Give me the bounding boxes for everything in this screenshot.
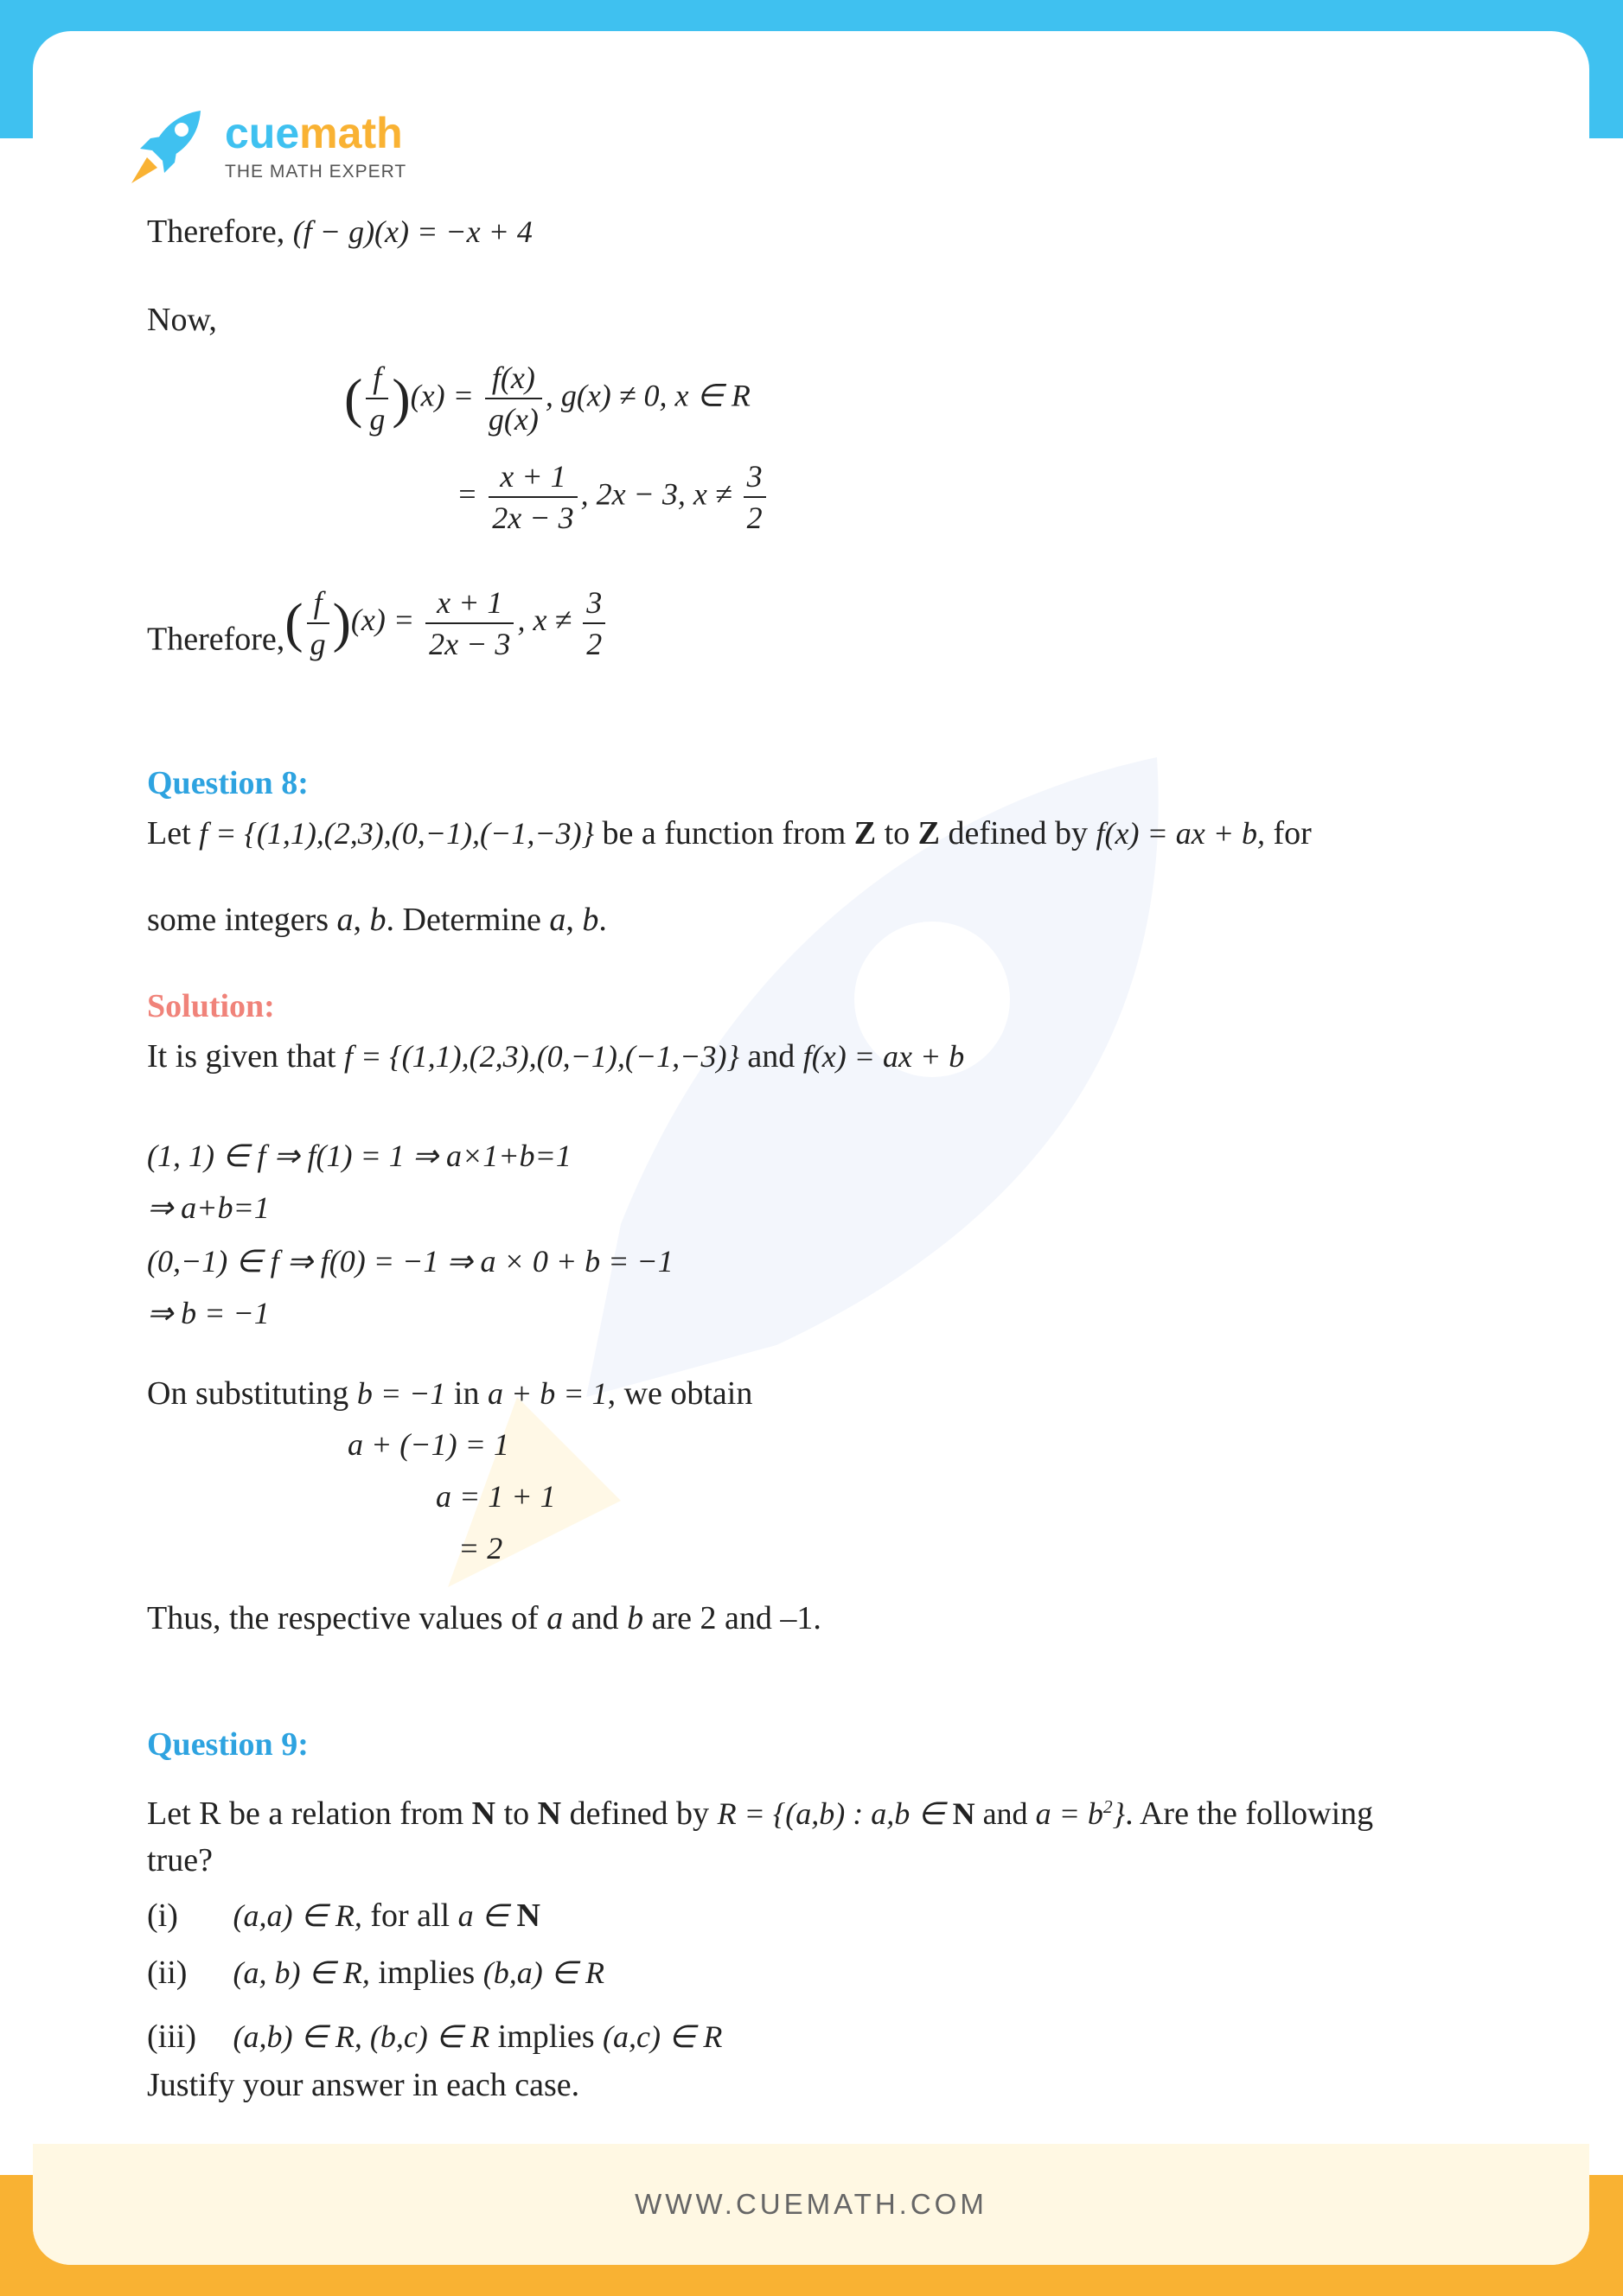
solution-given-line: It is given that f = {(1,1),(2,3),(0,−1),(−1,−3)} and f(x) = ax + b [147, 1038, 965, 1075]
question-8-heading: Question 8: [147, 765, 309, 801]
brand-name-cue: cue [225, 109, 300, 157]
question-8-line-2: some integers a, b. Determine a, b. [147, 902, 607, 938]
calc-line-3: = 2 [458, 1531, 503, 1566]
solution-step-1: (1, 1) ∈ f ⇒ f(1) = 1 ⇒ a×1+b=1 [147, 1138, 572, 1173]
question-8-line-1: Let f = {(1,1),(2,3),(0,−1),(−1,−3)} be a function from Z to Z defined by f(x) = ax + b, for [147, 815, 1312, 851]
quotient-definition: ( $\frac{f}{g}$ )(x) = $\frac{f(x)}{g(x)}$ , g(x) ≠ 0, x ∈ R [344, 360, 751, 437]
solution-step-2: ⇒ a+b=1 [147, 1190, 270, 1225]
now-label: Now, [147, 302, 217, 338]
question-9-item-iii: (iii) (a,b) ∈ R, (b,c) ∈ R implies (a,c) ∈ R [147, 2019, 723, 2055]
footer [33, 2144, 1589, 2265]
quotient-substitution: = $\frac{x + 1}{2x - 3}$ , 2x − 3, x ≠ $\frac{3}{2}$ [457, 458, 770, 536]
substitution-line: On substituting b = −1 in a + b = 1, we obtain [147, 1375, 753, 1412]
solution-heading: Solution: [147, 988, 275, 1024]
therefore-line-2: Therefore,( $\frac{f}{g}$ )(x) = $\frac{x + 1}{2x - 3}$ , x ≠ $\frac{3}{2}$ [147, 584, 609, 662]
therefore-line-1: Therefore, (f − g)(x) = −x + 4 [147, 214, 533, 250]
calc-line-2: a = 1 + 1 [436, 1479, 556, 1514]
cuemath-logo[interactable] [125, 105, 406, 188]
footer-url-link[interactable]: WWW.CUEMATH.COM [635, 2188, 987, 2220]
solution-step-3: (0,−1) ∈ f ⇒ f(0) = −1 ⇒ a × 0 + b = −1 [147, 1244, 674, 1279]
page-card [33, 31, 1589, 2265]
brand-tagline: THE MATH EXPERT [225, 162, 407, 182]
question-9-item-ii: (ii) (a, b) ∈ R, implies (b,a) ∈ R [147, 1955, 605, 1991]
question-9-item-i: (i) (a,a) ∈ R, for all a ∈ N [147, 1897, 540, 1934]
rocket-logo-icon [125, 105, 208, 188]
question-9-line-2: true? [147, 1842, 213, 1878]
question-9-line-1: Let R be a relation from N to N defined by R = {(a,b) : a,b ∈ N and $a = b^2$}. Are the following [147, 1795, 1374, 1832]
question-9-heading: Question 9: [147, 1726, 309, 1763]
brand-name-math: math [299, 109, 403, 157]
solution-step-4: ⇒ b = −1 [147, 1296, 270, 1330]
conclusion-line: Thus, the respective values of a and b are 2 and –1. [147, 1600, 821, 1636]
calc-line-1: a + (−1) = 1 [348, 1427, 509, 1462]
question-9-justify: Justify your answer in each case. [147, 2067, 580, 2103]
